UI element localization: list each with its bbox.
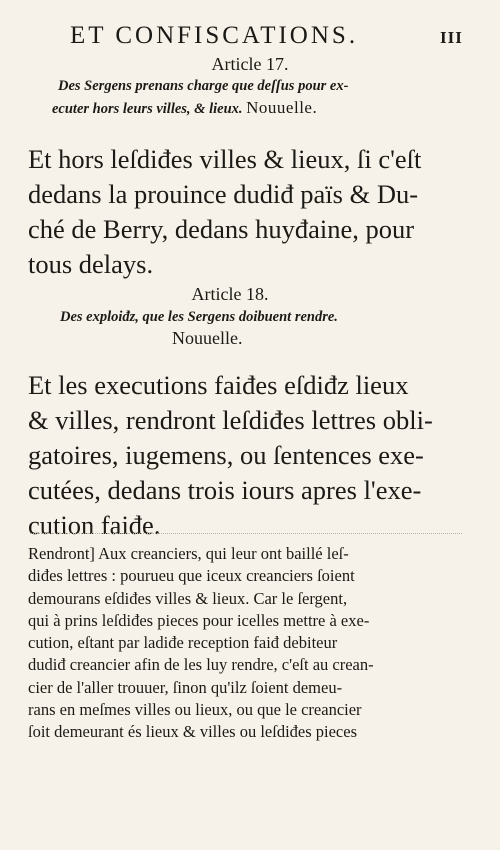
running-title: ET CONFISCATIONS.	[70, 22, 359, 49]
gloss-line: cier de l'aller trouuer, ſinon qu'ilz ſoient demeu-	[28, 677, 343, 697]
article-27-nouvelle-marker: Nouuelle.	[246, 98, 318, 117]
article-28-text-line: cutées, dedans trois iours apres l'exe-	[28, 475, 422, 505]
article-28-text-line: cution faiđe.	[28, 510, 161, 540]
gloss-line: qui à prins leſdiđes pieces pour icelles mettre à exe-	[28, 610, 370, 630]
article-27-text-line: ché de Berry, dedans huyđaine, pour	[28, 214, 415, 244]
article-28-nouvelle-marker: Nouuelle.	[172, 328, 243, 348]
article-27-heading: Article 17.	[211, 54, 289, 74]
article-27-text-line: tous delays.	[28, 249, 154, 279]
article-27-text	[28, 142, 458, 282]
gloss-line: demourans eſdiđes villes & lieux. Car le ſergent,	[28, 588, 348, 608]
article-28-rubric: Des exploiđz, que les Sergens doibuent rendre.	[60, 309, 338, 325]
gloss-line: Rendront] Aux creanciers, qui leur ont baillé leſ-	[28, 544, 349, 563]
gloss-line: diđes lettres : pourueu que iceux creanciers ſoient	[28, 566, 355, 586]
gloss-line: cution, eſtant par ladiđe reception faiđ debiteur	[28, 633, 338, 653]
gloss-line: rans en meſmes villes ou lieux, ou que le creancier	[28, 700, 362, 720]
article-28-text	[28, 368, 458, 543]
article-28-text-line: gatoires, iugemens, ou ſentences exe-	[28, 440, 424, 470]
article-28-text-line: Et les executions faiđes eſdiđz lieux	[28, 370, 409, 400]
article-27-rubric-line-2	[52, 97, 317, 120]
article-27-text-line: dedans la prouince dudiđ païs & Du-	[28, 179, 419, 209]
article-28-text-line: & villes, rendront leſdiđes lettres obli-	[28, 405, 433, 435]
section-divider	[30, 533, 462, 534]
folio-number: III	[440, 28, 463, 47]
article-27-rubric-line-2-text: ecuter hors leurs villes, & lieux.	[52, 101, 243, 117]
gloss-line: ſoit demeurant és lieux & villes ou leſdiđes pieces	[28, 722, 358, 742]
gloss-line: dudiđ creancier afin de les luy rendre, c'eſt au crean-	[28, 655, 374, 675]
article-27-rubric-line-1: Des Sergens prenans charge que deſſus pour ex-	[58, 78, 349, 94]
article-28-heading: Article 18.	[191, 284, 269, 304]
commentary-gloss	[28, 543, 468, 744]
article-27-text-line: Et hors leſdiđes villes & lieux, ſi c'eſt	[28, 144, 422, 174]
